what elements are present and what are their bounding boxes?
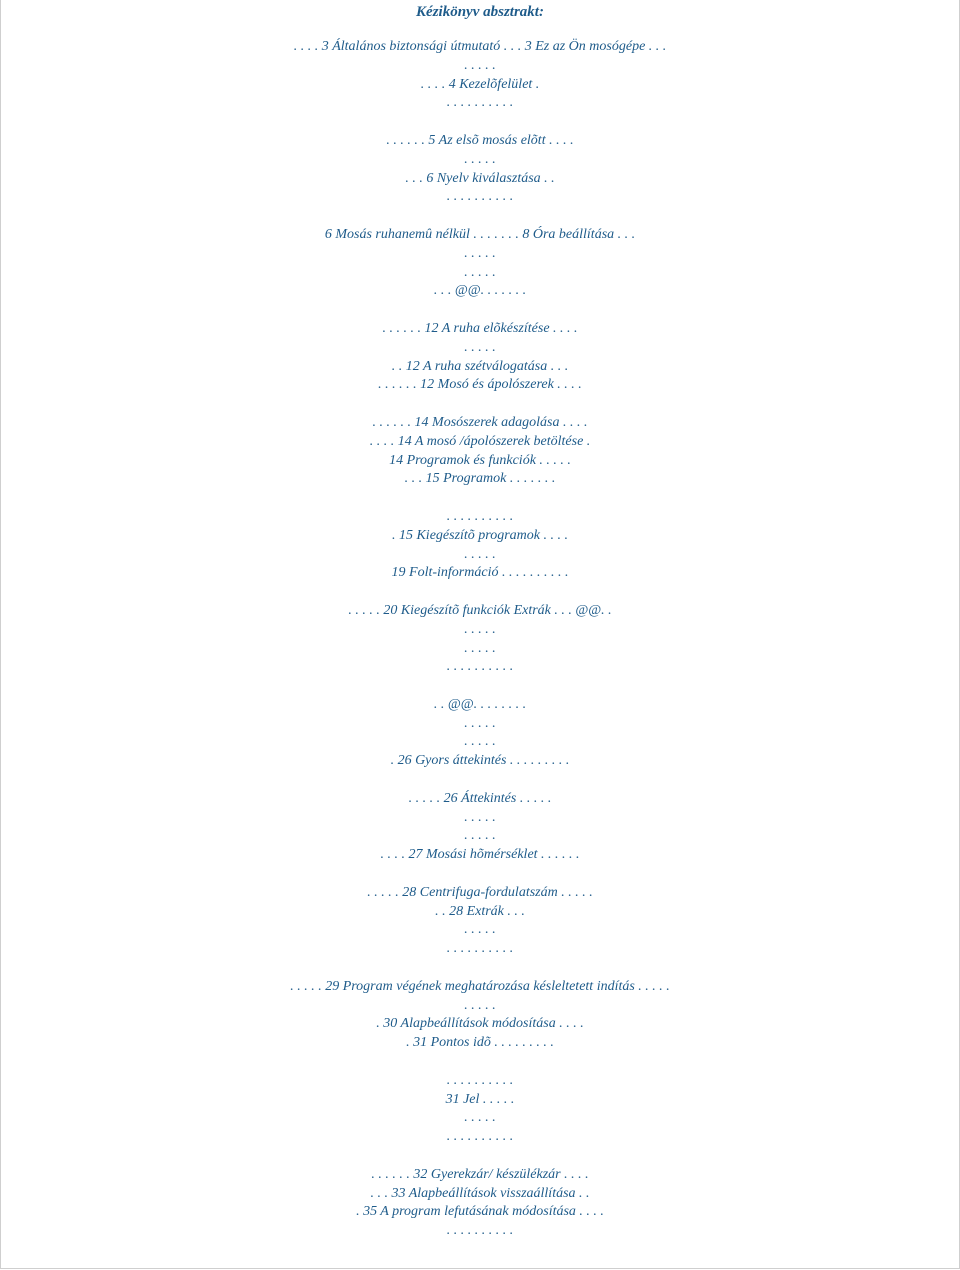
toc-line [1,301,959,320]
toc-line: . . . . . . . . . . [446,1129,514,1145]
toc-line: . . . . . [464,828,496,844]
toc-line: . . . @@. . . . . . . [433,283,527,299]
toc-line: . . . . 4 Kezelõfelület . [420,76,540,92]
toc-line: . . . . . . . . . . [446,1223,514,1239]
toc-line [1,865,959,884]
toc-line: . . . . 27 Mosási hõmérséklet . . . . . . [380,847,580,863]
toc-line [1,677,959,696]
toc-line: . . . . . [464,734,496,750]
toc-line: . 15 Kiegészítõ programok . . . . [391,527,569,543]
toc-line: . . . . . 29 Program végének meghatározása késleltetett indítás . . . . . [290,978,670,994]
toc-line: . . . . . . 12 Mosó és ápolószerek . . . . [378,377,582,393]
toc-line: . 31 Pontos idõ . . . . . . . . . [406,1035,554,1051]
toc-line: . . . . 14 A mosó /ápolószerek betöltése . [369,433,591,449]
toc-line: 14 Programok és funkciók . . . . . [389,452,571,468]
toc-line [1,207,959,226]
page-title: Kézikönyv absztrakt: [416,4,544,20]
toc-line: . . . . . [464,809,496,825]
toc-line: . . . . . . . . . . [446,508,514,524]
toc-line: . . @@. . . . . . . . [433,696,527,712]
toc-line [1,113,959,132]
toc-line [1,959,959,978]
toc-line: . . . . . . 5 Az elsõ mosás elõtt . . . . [386,132,574,148]
toc-line: . . . . . . 32 Gyerekzár/ készülékzár . . . . [371,1166,589,1182]
toc-line: 31 Jel . . . . . [445,1091,515,1107]
toc-line: . . . 33 Alapbeállítások visszaállítása . . [370,1185,590,1201]
toc-line: . . . . . [464,339,496,355]
toc-line: . . . . . [464,621,496,637]
toc-line [1,1053,959,1072]
toc-line: . . . . . [464,264,496,280]
toc-line: 19 Folt-információ . . . . . . . . . . [391,565,569,581]
toc-line: . . . . . . 12 A ruha elõkészítése . . . . [382,320,578,336]
toc-line: . . . . . 20 Kiegészítõ funkciók Extrák . . . @@. . [348,602,612,618]
toc-line: . 30 Alapbeállítások módosítása . . . . [376,1016,584,1032]
toc-line: . . . . . [464,715,496,731]
table-of-contents [1,38,959,1241]
toc-line: . . . . . . . . . . [446,95,514,111]
toc-line [1,583,959,602]
toc-line: . 26 Gyors áttekintés . . . . . . . . . [390,753,570,769]
toc-line: . . . . . [464,151,496,167]
toc-line: . . . . . [464,640,496,656]
toc-line: . . 12 A ruha szétválogatása . . . [391,358,569,374]
toc-line: . . . 6 Nyelv kiválasztása . . [405,170,555,186]
toc-line: . . . . . . 14 Mosószerek adagolása . . . . [372,414,588,430]
toc-line: . . . . . [464,997,496,1013]
toc-line: . . . . . [464,245,496,261]
toc-line [1,489,959,508]
toc-line [1,395,959,414]
toc-line: . . . . . [464,546,496,562]
toc-line: . . . . . 26 Áttekintés . . . . . [408,790,552,806]
toc-line: . . . . . [464,1110,496,1126]
toc-line: . . . . . [464,922,496,938]
toc-line: . . . . 3 Általános biztonsági útmutató . . . 3 Ez az Ön mosógépe . . . [293,39,667,54]
toc-line: . 35 A program lefutásának módosítása . . . . [356,1204,604,1220]
toc-line [1,1147,959,1166]
toc-line: 6 Mosás ruhanemû nélkül . . . . . . . 8 Óra beállítása . . . [324,226,636,242]
toc-line: . . . . . [464,57,496,73]
toc-line: . . 28 Extrák . . . [435,903,525,919]
toc-line: . . . 15 Programok . . . . . . . [404,471,556,487]
toc-line: . . . . . . . . . . [446,189,514,205]
toc-line: . . . . . . . . . . [446,941,514,957]
toc-line: . . . . . . . . . . [446,659,514,675]
toc-line [1,771,959,790]
toc-line: . . . . . . . . . . [446,1072,514,1088]
toc-line: . . . . . 28 Centrifuga-fordulatszám . . . . . [367,884,593,900]
